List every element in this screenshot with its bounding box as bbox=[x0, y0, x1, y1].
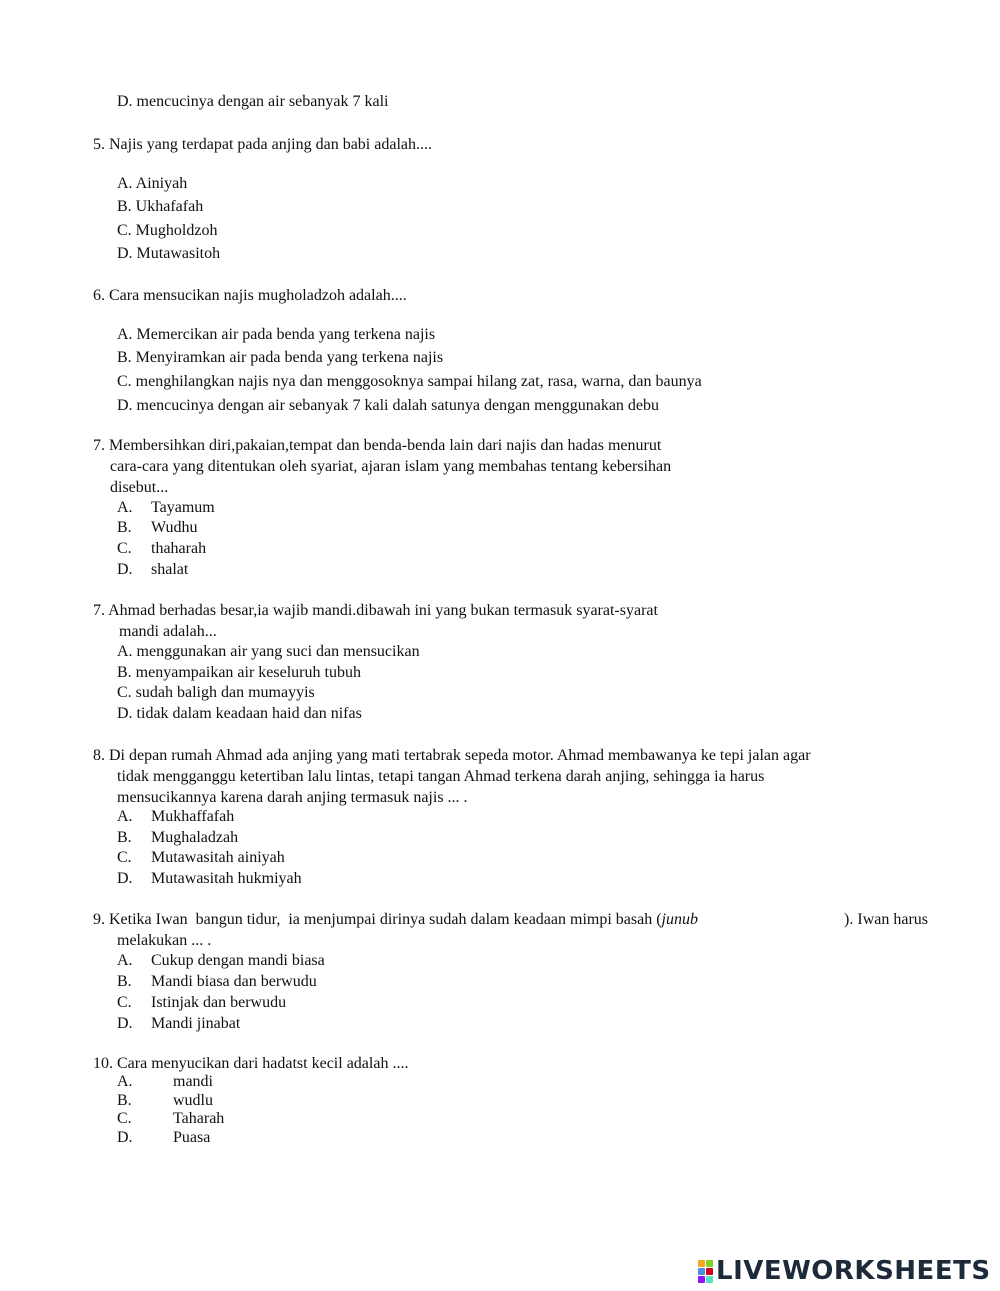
question-7a-text-line-3: disebut... bbox=[110, 479, 169, 496]
logo-text: LIVEWORKSHEETS bbox=[716, 1256, 991, 1286]
question-7b-text-line-2: mandi adalah... bbox=[119, 623, 217, 640]
option-text: Mutawasitah hukmiyah bbox=[151, 870, 302, 887]
option-text: Cukup dengan mandi biasa bbox=[151, 952, 325, 969]
question-5-option-a: A. Ainiyah bbox=[117, 175, 188, 192]
question-9-option-c bbox=[117, 993, 286, 1013]
question-6-option-a: A. Memercikan air pada benda yang terkena najis bbox=[117, 326, 436, 343]
question-5-option-b: B. Ukhafafah bbox=[117, 198, 204, 215]
liveworksheets-logo bbox=[698, 1256, 991, 1286]
option-letter: C. bbox=[117, 1110, 132, 1127]
option-text: Wudhu bbox=[151, 519, 198, 536]
question-9-text-end: ). Iwan harus bbox=[844, 911, 928, 928]
question-7a-text-line-2: cara-cara yang ditentukan oleh syariat, ajaran islam yang membahas tentang kebersihan bbox=[110, 458, 672, 475]
question-10-text: 10. Cara menyucikan dari hadatst kecil adalah .... bbox=[93, 1055, 409, 1072]
option-text: shalat bbox=[151, 561, 189, 578]
question-10-option-c bbox=[117, 1110, 224, 1128]
question-9-option-a bbox=[117, 951, 325, 971]
question-6-text: 6. Cara mensucikan najis mugholadzoh adalah.... bbox=[93, 287, 407, 304]
question-8-option-d bbox=[117, 869, 302, 889]
question-7b-option-c: C. sudah baligh dan mumayyis bbox=[117, 684, 315, 701]
question-8-option-b bbox=[117, 828, 238, 848]
question-9-option-b bbox=[117, 972, 317, 992]
question-8-text-line-2: tidak mengganggu ketertiban lalu lintas, tetapi tangan Ahmad terkena darah anjing, sehingga ia harus bbox=[117, 768, 765, 785]
option-letter: A. bbox=[117, 952, 133, 969]
question-7b-option-a: A. menggunakan air yang suci dan mensucikan bbox=[117, 643, 420, 660]
option-text: Mandi jinabat bbox=[151, 1015, 241, 1032]
question-7a-text-line-1: 7. Membersihkan diri,pakaian,tempat dan benda-benda lain dari najis dan hadas menurut bbox=[93, 437, 662, 454]
option-letter: D. bbox=[117, 1015, 133, 1032]
question-9-text-line-1 bbox=[93, 910, 928, 930]
question-9-option-d bbox=[117, 1014, 240, 1034]
question-8-option-a bbox=[117, 807, 234, 827]
question-5-option-c: C. Mugholdzoh bbox=[117, 222, 218, 239]
question-6-option-c: C. menghilangkan najis nya dan menggosoknya sampai hilang zat, rasa, warna, dan baunya bbox=[117, 373, 702, 390]
logo-square bbox=[706, 1276, 713, 1283]
question-5-text: 5. Najis yang terdapat pada anjing dan babi adalah.... bbox=[93, 136, 432, 153]
option-text: mandi bbox=[173, 1073, 213, 1090]
question-9-text-start: 9. Ketika Iwan bangun tidur, ia menjumpai dirinya sudah dalam keadaan mimpi basah ( bbox=[93, 911, 662, 928]
question-7b-option-d: D. tidak dalam keadaan haid dan nifas bbox=[117, 705, 362, 722]
option-letter: B. bbox=[117, 973, 132, 990]
option-text: Tayamum bbox=[151, 499, 215, 516]
option-text: Taharah bbox=[173, 1110, 225, 1127]
question-10-option-b bbox=[117, 1092, 213, 1110]
question-7b-option-b: B. menyampaikan air keseluruh tubuh bbox=[117, 664, 361, 681]
question-5-option-d: D. Mutawasitoh bbox=[117, 245, 221, 262]
logo-square bbox=[706, 1268, 713, 1275]
logo-grid-icon bbox=[698, 1260, 713, 1283]
option-letter: A. bbox=[117, 1073, 133, 1090]
option-text: Mandi biasa dan berwudu bbox=[151, 973, 317, 990]
option-letter: C. bbox=[117, 849, 132, 866]
logo-square bbox=[698, 1276, 705, 1283]
question-4-option-d: D. mencucinya dengan air sebanyak 7 kali bbox=[117, 93, 389, 110]
option-text: Mughaladzah bbox=[151, 829, 239, 846]
question-7a-option-d bbox=[117, 560, 188, 580]
option-letter: B. bbox=[117, 519, 132, 536]
question-8-text-line-1: 8. Di depan rumah Ahmad ada anjing yang mati tertabrak sepeda motor. Ahmad membawanya ke tepi jalan agar bbox=[93, 747, 811, 764]
option-text: Puasa bbox=[173, 1129, 211, 1146]
question-7a-option-c bbox=[117, 539, 206, 559]
question-10-option-d bbox=[117, 1129, 210, 1147]
question-6-option-b: B. Menyiramkan air pada benda yang terkena najis bbox=[117, 349, 444, 366]
option-letter: A. bbox=[117, 808, 133, 825]
option-text: thaharah bbox=[151, 540, 207, 557]
question-7a-option-a bbox=[117, 498, 215, 518]
logo-square bbox=[706, 1260, 713, 1267]
option-letter: D. bbox=[117, 1129, 133, 1146]
question-7b-text-line-1: 7. Ahmad berhadas besar,ia wajib mandi.dibawah ini yang bukan termasuk syarat-syarat bbox=[93, 602, 658, 619]
question-8-option-c bbox=[117, 848, 285, 868]
question-10-option-a bbox=[117, 1073, 213, 1091]
question-8-text-line-3: mensucikannya karena darah anjing termasuk najis ... . bbox=[117, 789, 468, 806]
option-letter: B. bbox=[117, 1092, 132, 1109]
option-letter: A. bbox=[117, 499, 133, 516]
option-text: Mukhaffafah bbox=[151, 808, 235, 825]
logo-square bbox=[698, 1268, 705, 1275]
option-letter: C. bbox=[117, 540, 132, 557]
option-text: Istinjak dan berwudu bbox=[151, 994, 287, 1011]
question-9-text-line-2: melakukan ... . bbox=[117, 932, 212, 949]
logo-square bbox=[698, 1260, 705, 1267]
question-6-option-d: D. mencucinya dengan air sebanyak 7 kali dalah satunya dengan menggunakan debu bbox=[117, 397, 660, 414]
option-text: wudlu bbox=[173, 1092, 213, 1109]
question-9-text-italic: junub bbox=[661, 911, 698, 928]
option-letter: D. bbox=[117, 870, 133, 887]
option-letter: B. bbox=[117, 829, 132, 846]
question-7a-option-b bbox=[117, 518, 197, 538]
option-text: Mutawasitah ainiyah bbox=[151, 849, 285, 866]
option-letter: C. bbox=[117, 994, 132, 1011]
option-letter: D. bbox=[117, 561, 133, 578]
